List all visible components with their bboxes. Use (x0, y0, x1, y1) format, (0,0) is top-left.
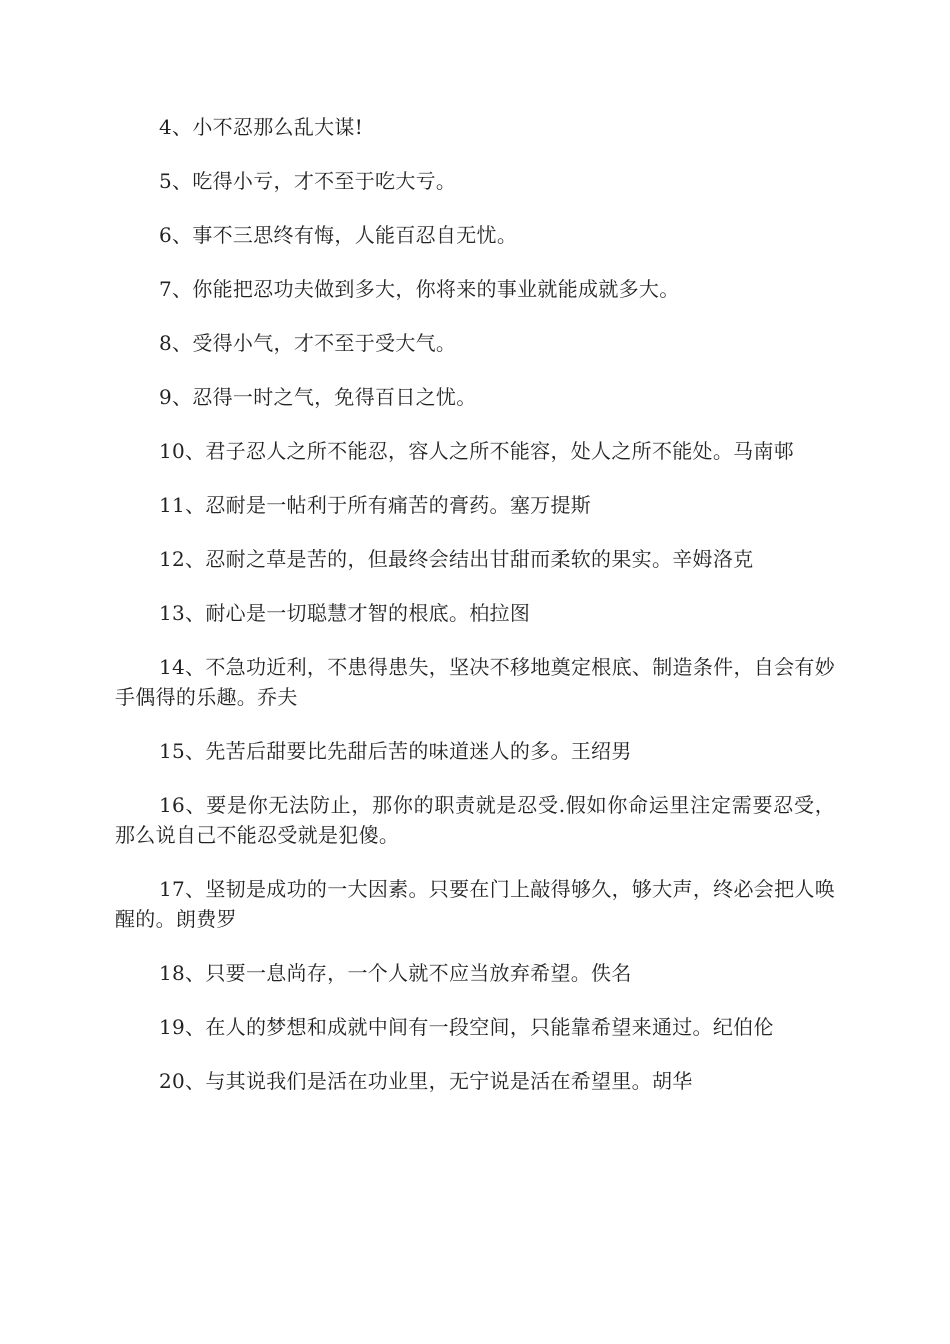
document-body (115, 112, 835, 1120)
quote-paragraph: 18、只要一息尚存，一个人就不应当放弃希望。佚名 (159, 961, 632, 985)
quote-paragraph: 4、小不忍那么乱大谋! (159, 115, 364, 139)
quote-paragraph: 10、君子忍人之所不能忍，容人之所不能容，处人之所不能处。马南邨 (159, 439, 795, 463)
quote-paragraph: 5、吃得小亏，才不至于吃大亏。 (159, 169, 457, 193)
quote-paragraph: 15、先苦后甜要比先甜后苦的味道迷人的多。王绍男 (159, 739, 632, 763)
quote-paragraph: 16、要是你无法防止，那你的职责就是忍受.假如你命运里注定需要忍受，那么说自己不能忍受就是犯傻。 (115, 793, 835, 847)
quote-paragraph: 17、坚韧是成功的一大因素。只要在门上敲得够久，够大声，终必会把人唤醒的。朗费罗 (115, 877, 835, 931)
quote-paragraph: 19、在人的梦想和成就中间有一段空间，只能靠希望来通过。纪伯伦 (159, 1015, 774, 1039)
quote-paragraph: 20、与其说我们是活在功业里，无宁说是活在希望里。胡华 (159, 1069, 693, 1093)
quote-paragraph: 13、耐心是一切聪慧才智的根底。柏拉图 (159, 601, 531, 625)
quote-paragraph: 9、忍得一时之气，免得百日之忧。 (159, 385, 477, 409)
quote-paragraph: 6、事不三思终有悔，人能百忍自无忧。 (159, 223, 518, 247)
quote-paragraph: 12、忍耐之草是苦的，但最终会结出甘甜而柔软的果实。辛姆洛克 (159, 547, 754, 571)
quote-paragraph: 8、受得小气，才不至于受大气。 (159, 331, 457, 355)
quote-paragraph: 14、不急功近利，不患得患失，坚决不移地奠定根底、制造条件，自会有妙手偶得的乐趣。乔夫 (115, 655, 835, 709)
quote-paragraph: 11、忍耐是一帖利于所有痛苦的膏药。塞万提斯 (159, 493, 592, 517)
quote-paragraph: 7、你能把忍功夫做到多大，你将来的事业就能成就多大。 (159, 277, 680, 301)
